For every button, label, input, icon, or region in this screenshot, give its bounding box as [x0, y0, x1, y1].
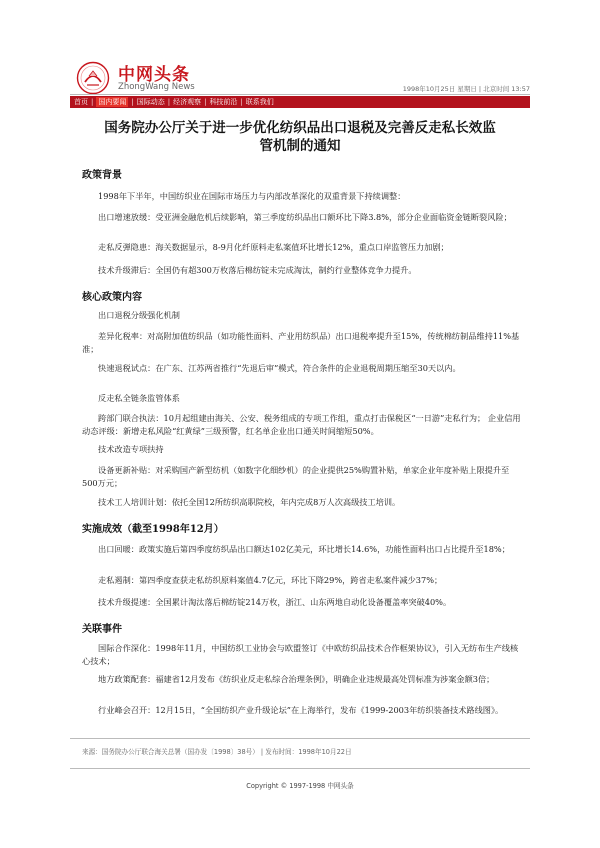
nav-item-international[interactable]: 国际动态: [136, 98, 165, 106]
subheading: 出口退税分级强化机制: [98, 310, 180, 320]
site-logo-text[interactable]: 中网头条: [118, 65, 190, 85]
source-line: 来源：国务院办公厅联合海关总署（国办发〔1998〕38号） | 发布时间：1998年10月22日: [82, 748, 352, 756]
top-nav: [70, 96, 530, 108]
paragraph: 技术升级滞后：全国仍有超300万枚落后棉纺锭未完成淘汰，制约行业整体竞争力提升。: [98, 265, 417, 275]
section-heading-results: 实施成效（截至1998年12月）: [82, 524, 224, 535]
paragraph: 走私反弹隐患：海关数据显示，8-9月化纤原料走私案值环比增长12%，重点口岸监管压力加剧；: [98, 242, 449, 252]
paragraph: 出口回暖：政策实施后第四季度纺织品出口额达102亿美元，环比增长14.6%，功能性面料出口占比提升至18%；: [98, 544, 510, 554]
nav-item-domestic-news[interactable]: 国内要闻: [98, 98, 127, 106]
source-divider: [70, 738, 530, 739]
nav-item-contact[interactable]: 联系我们: [245, 98, 274, 106]
paragraph: 快速退税试点：在广东、江苏两省推行“先退后审”模式，符合条件的企业退税周期压缩至30天以内。: [98, 363, 461, 373]
nav-separator: |: [204, 98, 207, 106]
nav-item-home[interactable]: 首页: [74, 98, 88, 106]
paragraph: 技术工人培训计划：依托全国12所纺织高职院校，年内完成8万人次高级技工培训。: [98, 497, 401, 507]
section-heading-related-events: 关联事件: [82, 624, 122, 635]
nav-separator: |: [91, 98, 94, 106]
paragraph: 技术升级提速：全国累计淘汰落后棉纺锭214万枚，浙江、山东两地自动化设备覆盖率突破40%。: [98, 597, 452, 607]
subheading: 技术改造专项扶持: [98, 444, 164, 454]
article-title-line: 国务院办公厅关于进一步优化纺织品出口退税及完善反走私长效监: [104, 120, 496, 136]
article-title: [82, 119, 518, 155]
section-heading-background: 政策背景: [82, 170, 122, 181]
header-divider: [70, 94, 530, 95]
nav-separator: |: [167, 98, 171, 106]
nav-separator: |: [240, 98, 243, 106]
paragraph: 出口增速放缓：受亚洲金融危机后续影响，第三季度纺织品出口额环比下降3.8%，部分企业面临资金链断裂风险；: [98, 212, 512, 222]
paragraph: 1998年下半年，中国纺织业在国际市场压力与内部改革深化的双重背景下持续调整：: [98, 191, 406, 201]
paragraph: 行业峰会召开：12月15日，“全国纺织产业升级论坛”在上海举行，发布《1999-2003年纺织装备技术路线图》。: [98, 705, 504, 715]
paragraph: 地方政策配套：福建省12月发布《纺织业反走私综合治理条例》，明确企业违规最高处罚标准为涉案金额3倍；: [98, 674, 495, 684]
subheading: 反走私全链条监管体系: [98, 393, 180, 403]
copyright: Copyright © 1997-1998 中网头条: [246, 782, 354, 790]
nav-item-economy[interactable]: 经济观察: [173, 98, 202, 106]
dateline: 1998年10月25日 星期日 | 北京时间 13:57: [402, 85, 530, 93]
site-logo-subtitle: ZhongWang News: [118, 82, 195, 92]
paragraph: 设备更新补贴：对采购国产新型纺机（如数字化细纱机）的企业提供25%购置补贴，单家企业年度补贴上限提升至500万元；: [82, 465, 510, 488]
paragraph: 走私遏制：第四季度查获走私纺织原料案值4.7亿元，环比下降29%，跨省走私案件减少37%；: [98, 575, 443, 585]
footer-divider: [70, 768, 530, 769]
logo-emblem-icon[interactable]: [76, 61, 110, 95]
paragraph: 差异化税率：对高附加值纺织品（如功能性面料、产业用纺织品）出口退税率提升至15%，传统棉纺制品维持11%基准；: [82, 331, 520, 354]
article-title-line: 管机制的通知: [259, 138, 341, 154]
nav-separator: |: [131, 98, 134, 106]
paragraph: 国际合作深化：1998年11月，中国纺织工业协会与欧盟签订《中欧纺织品技术合作框架协议》，引入无纺布生产线核心技术；: [82, 643, 519, 666]
site-header: [70, 58, 530, 98]
nav-item-technology[interactable]: 科技前沿: [209, 98, 238, 106]
section-heading-core-policy: 核心政策内容: [82, 292, 142, 303]
paragraph: 跨部门联合执法：10月起组建由海关、公安、税务组成的专项工作组，重点打击保税区“一日游”走私行为； 企业信用动态评级：新增走私风险“红黄绿”三级预警，红名单企业出口通关时间缩短50%。: [82, 413, 521, 436]
